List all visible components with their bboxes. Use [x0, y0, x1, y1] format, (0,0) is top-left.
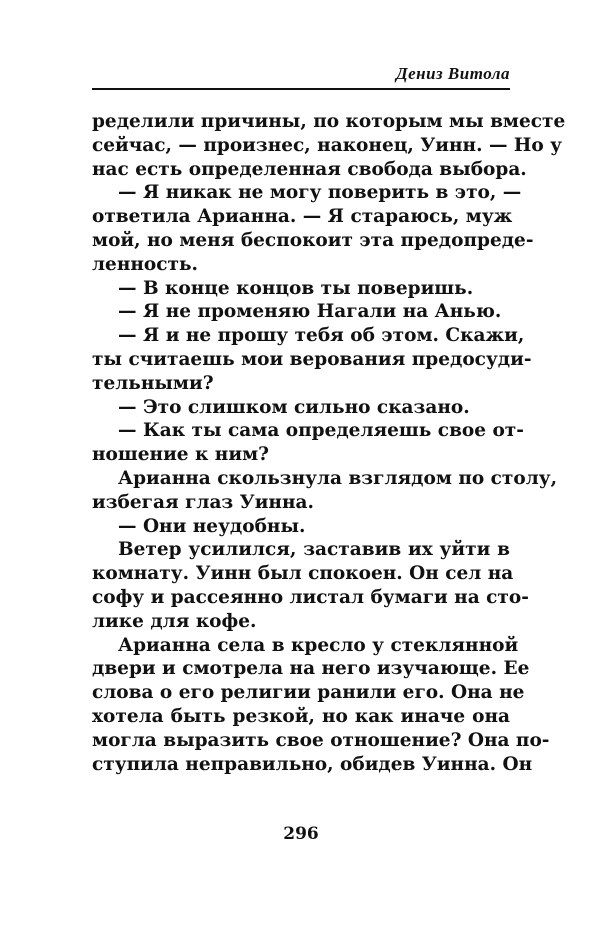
- text-line: хотела быть резкой, но как иначе она: [92, 705, 510, 727]
- text-line: двери и смотрела на него изучающе. Ее: [92, 658, 530, 680]
- text-line: тельными?: [92, 372, 214, 394]
- running-title: Дениз Витола: [395, 64, 510, 83]
- text-line: — Как ты сама определяешь свое от-: [118, 420, 524, 442]
- text-line: — Это слишком сильно сказано.: [118, 396, 470, 418]
- text-line: ношение к ним?: [92, 444, 269, 466]
- text-line: Арианна села в кресло у стеклянной: [118, 634, 519, 656]
- text-line: софу и рассеянно листал бумаги на сто-: [92, 586, 529, 608]
- text-line: слова о его религии ранили его. Она не: [92, 682, 525, 704]
- text-line: сейчас, — произнес, наконец, Уинн. — Но у: [92, 134, 562, 156]
- text-line: Ветер усилился, заставив их уйти в: [118, 539, 510, 561]
- text-line: Арианна скользнула взглядом по столу,: [118, 467, 558, 489]
- text-line: мой, но меня беспокоит эта предопреде-: [92, 229, 534, 251]
- header-rule: [92, 88, 510, 90]
- text-line: — Я никак не могу поверить в это, —: [118, 182, 522, 204]
- body-text: [92, 110, 566, 776]
- text-line: нас есть определенная свобода выбора.: [92, 158, 527, 180]
- text-line: ответила Арианна. — Я стараюсь, муж: [92, 206, 513, 228]
- text-line: лике для кофе.: [92, 610, 257, 632]
- text-line: ределили причины, по которым мы вместе: [92, 111, 566, 132]
- text-line: — Они неудобны.: [118, 515, 306, 537]
- text-line: избегая глаз Уинна.: [92, 491, 314, 513]
- text-line: ты считаешь мои верования предосуди-: [92, 348, 532, 370]
- page-number: 296: [283, 824, 319, 844]
- text-line: — Я не променяю Нагали на Анью.: [118, 301, 502, 323]
- text-line: комнату. Уинн был спокоен. Он сел на: [92, 563, 514, 585]
- text-line: — Я и не прошу тебя об этом. Скажи,: [118, 325, 525, 347]
- text-line: могла выразить свое отношение? Она по-: [92, 729, 550, 751]
- text-line: ступила неправильно, обидев Уинна. Он: [92, 753, 533, 775]
- text-line: ленность.: [92, 253, 198, 275]
- text-line: — В конце концов ты поверишь.: [118, 277, 474, 299]
